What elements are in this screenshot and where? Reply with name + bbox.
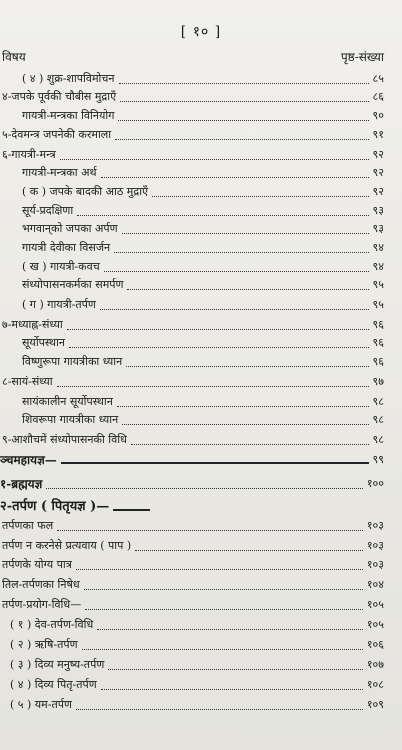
toc-entry-page: ९१ — [372, 128, 384, 141]
toc-entry-title: गायत्री-मन्त्रका विनियोग — [22, 109, 115, 122]
dotted-leader — [57, 386, 369, 387]
toc-entry-page: १०८ — [366, 678, 384, 691]
toc-entry-page: ९२ — [372, 185, 384, 198]
toc-entry-title: गायत्री-मन्त्रका अर्थ — [22, 166, 97, 179]
section-dash — [113, 509, 150, 511]
dotted-leader — [127, 289, 369, 290]
toc-entry-title: ५-देवमन्त्र जपनेकी करमाला — [2, 128, 112, 141]
toc-entry-page: ९३ — [372, 204, 384, 217]
toc-entry-title: गायत्री देवीका विसर्जन — [22, 241, 111, 254]
dotted-leader — [101, 177, 369, 178]
toc-entry-title: ६-गायत्री-मन्त्र — [2, 148, 56, 161]
dotted-leader — [126, 366, 369, 367]
toc-entry-page: ९४ — [372, 260, 384, 273]
toc-entry-page: १०४ — [366, 578, 384, 591]
toc-entry-title: ञ्चमहायज्ञ— — [0, 453, 57, 467]
toc-entry — [0, 576, 402, 594]
toc-entry — [0, 183, 402, 201]
dotted-leader — [46, 488, 363, 489]
toc-entry — [0, 316, 402, 334]
toc-entry-page: १०९ — [366, 698, 384, 711]
toc-entry — [0, 202, 402, 220]
toc-entry — [0, 636, 402, 654]
toc-entry-page: १०५ — [366, 598, 384, 611]
toc-entry-page: १०७ — [366, 658, 384, 671]
toc-entry — [0, 239, 402, 257]
toc-entry-title: तर्पण न करनेसे प्रत्यवाय ( पाप ) — [2, 539, 132, 552]
toc-entry — [0, 616, 402, 634]
toc-entry-page: १०३ — [366, 558, 384, 571]
dotted-leader — [84, 589, 363, 590]
toc-entry-page: १०५ — [366, 618, 384, 631]
toc-entry-title: सूर्योपस्थान — [22, 336, 65, 349]
dotted-leader — [57, 530, 363, 531]
toc-entry — [0, 107, 402, 125]
toc-entry — [0, 498, 402, 516]
toc-entry-page: ९९ — [372, 453, 384, 466]
toc-entry-title: सूर्य-प्रदक्षिणा — [22, 204, 74, 217]
toc-entry-title: भगवान्‌को जपका अर्पण — [22, 222, 118, 235]
toc-entry-page: १०० — [366, 477, 384, 490]
toc-entry-title: विष्णुरूपा गायत्रीका ध्यान — [22, 355, 123, 368]
toc-entry — [0, 220, 402, 238]
toc-entry — [0, 475, 402, 493]
toc-entry — [0, 276, 402, 294]
toc-entry — [0, 431, 402, 449]
toc-entry-page: १०६ — [366, 638, 384, 651]
dotted-leader — [120, 101, 369, 102]
dotted-leader — [100, 309, 369, 310]
toc-entry-page: ९५ — [372, 298, 384, 311]
toc-entry — [0, 353, 402, 371]
toc-entry-title: संध्योपासनकर्मका समर्पण — [22, 278, 124, 291]
toc-entry-title: ( ४ ) शुक्र-शापविमोचन — [22, 72, 115, 85]
dotted-leader — [76, 709, 363, 710]
dotted-leader — [131, 444, 369, 445]
toc-entry-title: तिल-तर्पणका निषेध — [2, 578, 80, 591]
toc-entry-page: १०३ — [366, 539, 384, 552]
dotted-leader — [97, 629, 363, 630]
toc-entry-title: ९-आशौचमें संध्योपासनकी विधि — [2, 433, 127, 446]
dotted-leader — [117, 406, 369, 407]
toc-entry-title: ( ख ) गायत्री-कवच — [22, 260, 100, 273]
toc-entry — [0, 373, 402, 391]
toc-entry-page: ९८ — [372, 395, 384, 408]
dotted-leader — [67, 329, 369, 330]
toc-entry-page: ९४ — [372, 241, 384, 254]
dotted-leader — [122, 424, 369, 425]
dotted-leader — [76, 569, 363, 570]
toc-entry-title: शिवरूपा गायत्रीका ध्यान — [22, 413, 119, 426]
dotted-leader — [69, 347, 369, 348]
dotted-leader — [82, 649, 363, 650]
dotted-leader — [108, 669, 363, 670]
toc-entry-title: ( ग ) गायत्री-तर्पण — [22, 298, 96, 311]
dotted-leader — [114, 252, 369, 253]
dotted-leader — [118, 120, 369, 121]
subject-column-header: विषय — [2, 50, 26, 64]
dotted-leader — [115, 139, 369, 140]
dotted-leader — [152, 196, 369, 197]
toc-entry-title: ( ५ ) यम-तर्पण — [10, 698, 72, 711]
toc-entry-title: ( ४ ) दिव्य पितृ-तर्पण — [10, 678, 97, 691]
toc-entry — [0, 296, 402, 314]
toc-entry-page: ८५ — [372, 72, 384, 85]
toc-entry — [0, 517, 402, 535]
toc-entry-page: ९७ — [372, 375, 384, 388]
dotted-leader — [77, 215, 369, 216]
toc-entry-title: तर्पण-प्रयोग-विधि— — [2, 598, 82, 611]
toc-entry — [0, 334, 402, 352]
toc-entry-page: ९५ — [372, 278, 384, 291]
page-column-header: पृष्ठ-संख्या — [340, 50, 384, 64]
dotted-leader — [104, 271, 369, 272]
toc-entry-page: ९८ — [372, 413, 384, 426]
toc-entry — [0, 258, 402, 276]
dotted-leader — [119, 83, 369, 84]
dotted-leader — [101, 689, 363, 690]
toc-entry-title: २-तर्पण ( पितृयज्ञ )— — [0, 499, 110, 514]
toc-entry-title: ( २ ) ऋषि-तर्पण — [10, 638, 78, 651]
toc-entry — [0, 556, 402, 574]
toc-entry-page: ९२ — [372, 148, 384, 161]
dotted-leader — [60, 159, 369, 160]
toc-entry-page: ९२ — [372, 166, 384, 179]
toc-entry-title: ८-सायं-संध्या — [2, 375, 53, 388]
toc-entry — [0, 451, 402, 469]
toc-entry — [0, 164, 402, 182]
dotted-leader — [122, 233, 369, 234]
toc-entry-title: ( १ ) देव-तर्पण-विधि — [10, 618, 94, 631]
toc-entry-title: ( क ) जपके बादकी आठ मुद्राएँ — [22, 185, 149, 198]
toc-entry-title: तर्पणका फल — [2, 519, 54, 532]
toc-entry — [0, 596, 402, 614]
toc-entry-title: ४-जपके पूर्वकी चौबीस मुद्राएँ — [2, 90, 117, 103]
toc-entry — [0, 411, 402, 429]
toc-entry-title: ( ३ ) दिव्य मनुष्य-तर्पण — [10, 658, 105, 671]
toc-entry-page: ८६ — [372, 90, 384, 103]
toc-entry — [0, 126, 402, 144]
toc-entry-title: सायंकालीन सूर्योपस्थान — [22, 395, 113, 408]
toc-entry-page: ९८ — [372, 433, 384, 446]
toc-entry-title: तर्पणके योग्य पात्र — [2, 558, 72, 571]
section-dash — [61, 462, 369, 464]
toc-entry — [0, 146, 402, 164]
toc-entry-page: १०३ — [366, 519, 384, 532]
toc-entry-page: ९६ — [372, 355, 384, 368]
dotted-leader — [135, 550, 363, 551]
dotted-leader — [85, 609, 363, 610]
page-number-header: [ १० ] — [180, 24, 222, 40]
toc-entry-page: ९३ — [372, 222, 384, 235]
toc-entry-title: ७-मध्याह्न-संध्या — [2, 318, 63, 331]
toc-entry — [0, 393, 402, 411]
toc-entry — [0, 696, 402, 714]
toc-entry-page: ९० — [372, 109, 384, 122]
toc-entry-title: १-ब्रह्मयज्ञ — [0, 477, 43, 491]
toc-entry — [0, 70, 402, 88]
toc-entry — [0, 676, 402, 694]
column-headers — [0, 48, 402, 66]
toc-entry — [0, 656, 402, 674]
toc-entry-page: ९६ — [372, 318, 384, 331]
toc-entry-page: ९६ — [372, 336, 384, 349]
toc-entry — [0, 537, 402, 555]
toc-entry — [0, 88, 402, 106]
